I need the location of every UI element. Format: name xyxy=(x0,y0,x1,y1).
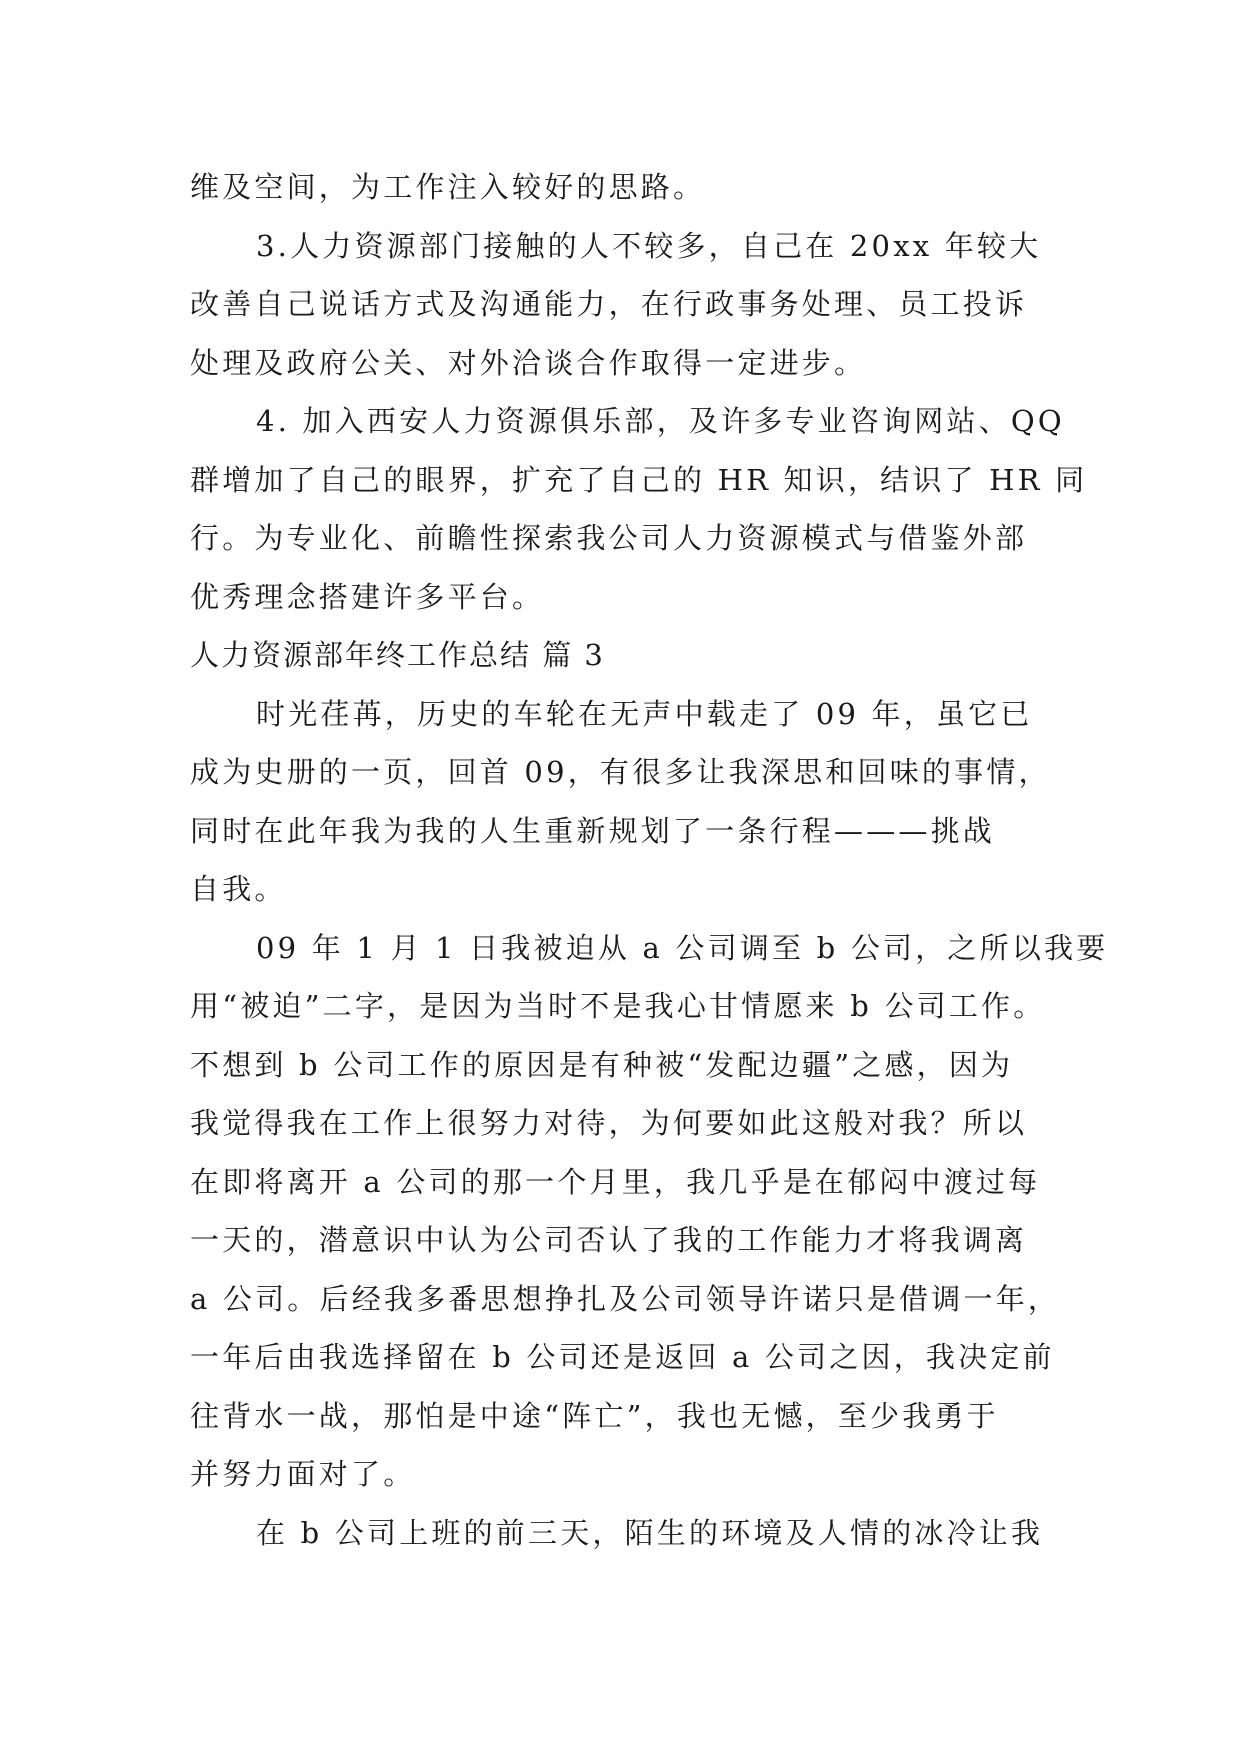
text-line: 在 b 公司上班的前三天，陌生的环境及人情的冰冷让我 xyxy=(256,1515,1044,1550)
text-line: 4. 加入西安人力资源俱乐部，及许多专业咨询网站、QQ xyxy=(256,404,1065,438)
document-body xyxy=(190,158,1109,1562)
text-line: 在即将离开 a 公司的那一个月里，我几乎是在郁闷中渡过每 xyxy=(190,1164,1041,1199)
text-line: 我觉得我在工作上很努力对待，为何要如此这般对我？所以 xyxy=(190,1106,1028,1140)
text-line: 不想到 b 公司工作的原因是有种被“发配边疆”之感，因为 xyxy=(190,1047,1014,1082)
text-line: 成为史册的一页，回首 09，有很多让我深思和回味的事情， xyxy=(190,755,1051,789)
text-line: 处理及政府公关、对外洽谈合作取得一定进步。 xyxy=(190,345,867,380)
text-line: 维及空间，为工作注入较好的思路。 xyxy=(190,170,706,204)
text-line: 一年后由我选择留在 b 公司还是返回 a 公司之因，我决定前 xyxy=(190,1340,1055,1374)
text-line: 往背水一战，那怕是中途“阵亡”，我也无憾，至少我勇于 xyxy=(190,1398,999,1433)
text-line: 优秀理念搭建许多平台。 xyxy=(190,579,545,614)
text-line: 用“被迫”二字，是因为当时不是我心甘情愿来 b 公司工作。 xyxy=(190,989,1046,1023)
section-heading: 人力资源部年终工作总结 篇 3 xyxy=(190,638,605,672)
text-line: 3.人力资源部门接触的人不较多，自己在 20xx 年较大 xyxy=(256,228,1042,263)
text-line: a 公司。后经我多番思想挣扎及公司领导许诺只是借调一年， xyxy=(190,1281,1061,1316)
text-line: 自我。 xyxy=(190,872,287,906)
text-line: 行。为专业化、前瞻性探索我公司人力资源模式与借鉴外部 xyxy=(190,521,1028,555)
text-line: 09 年 1 月 1 日我被迫从 a 公司调至 b 公司，之所以我要 xyxy=(256,930,1109,965)
text-line: 改善自己说话方式及沟通能力，在行政事务处理、员工投诉 xyxy=(190,287,1028,321)
text-line: 同时在此年我为我的人生重新规划了一条行程———挑战 xyxy=(190,813,996,848)
text-line: 并努力面对了。 xyxy=(190,1457,416,1491)
text-line: 群增加了自己的眼界，扩充了自己的 HR 知识，结识了 HR 同 xyxy=(190,462,1088,497)
text-line: 一天的，潜意识中认为公司否认了我的工作能力才将我调离 xyxy=(190,1223,1028,1257)
text-line: 时光荏苒，历史的车轮在无声中载走了 09 年，虽它已 xyxy=(256,696,1033,731)
